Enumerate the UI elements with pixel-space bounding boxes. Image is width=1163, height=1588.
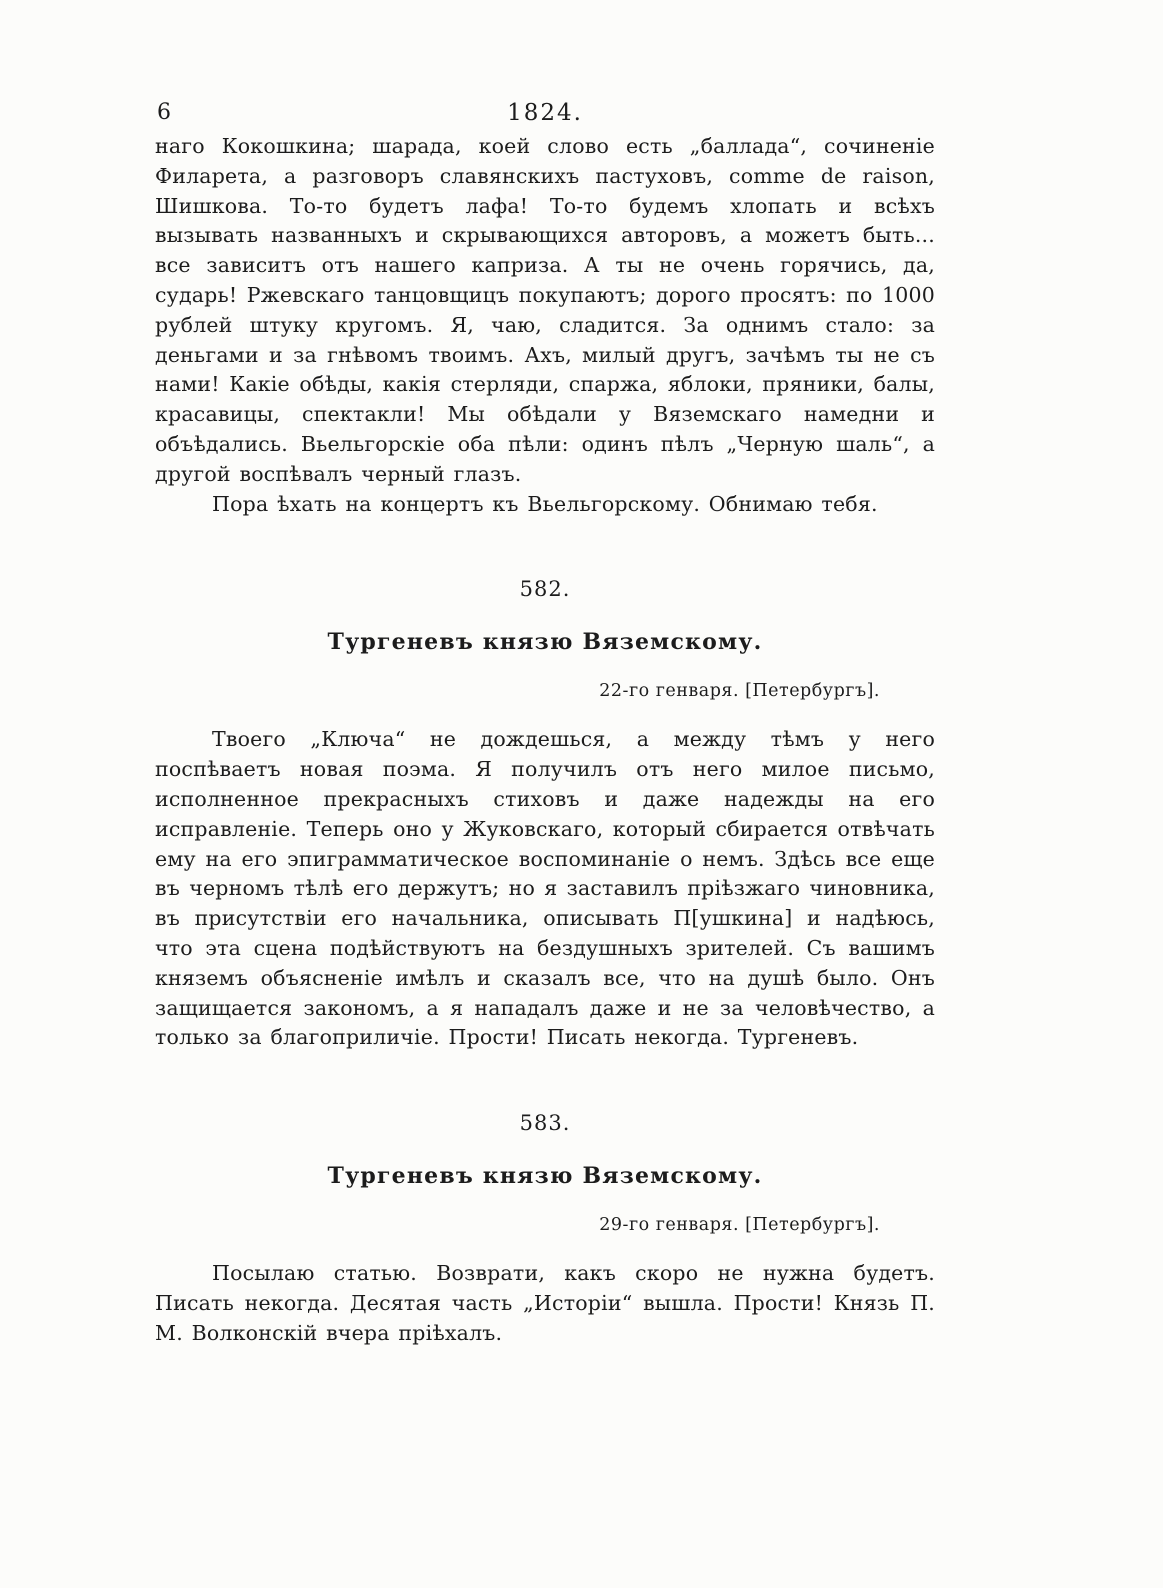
letter-583 <box>155 1111 935 1348</box>
letter-body: Посылаю статью. Возврати, какъ скоро не нужна будетъ. Писать некогда. Десятая часть „Исторіи“ вышла. Прости! Князь П. М. Волконскій вчера пріѣхалъ. <box>155 1261 935 1345</box>
letter-title: Тургеневъ князю Вяземскому. <box>327 1163 763 1190</box>
letter-number: 583. <box>519 1111 571 1136</box>
continuation-paragraph: наго Кокошкина; шарада, коей слово есть „баллада“, сочиненіе Филарета, а разговоръ славянскихъ пастуховъ, comme de raison, Шишкова. То-то будетъ лафа! То-то будемъ хлопать и всѣхъ вызывать названныхъ и скрывающихся авторовъ, а можетъ быть... все зависитъ отъ нашего каприза. А ты не очень горячись, да, сударь! Ржевскаго танцовщицъ покупаютъ; дорого просятъ: по 1000 рублей штуку кругомъ. Я, чаю, сладится. За однимъ стало: за деньгами и за гнѣвомъ твоимъ. Ахъ, милый другъ, зачѣмъ ты не съ нами! Какіе обѣды, какія стерляди, спаржа, яблоки, пряники, балы, красавицы, спектакли! Мы обѣдали у Вяземскаго намедни и объѣдались. Вьельгорскіе оба пѣли: одинъ пѣлъ „Черную шаль“, а другой воспѣвалъ черный глазъ. <box>155 134 935 486</box>
year-header: 1824. <box>507 100 583 126</box>
letter-dateline: 22-го генваря. [Петербургъ]. <box>599 681 880 702</box>
letter-number: 582. <box>519 577 571 602</box>
letter-dateline: 29-го генваря. [Петербургъ]. <box>599 1215 880 1236</box>
letter-582 <box>155 577 935 1053</box>
page-number: 6 <box>157 100 172 125</box>
letter-title: Тургеневъ князю Вяземскому. <box>327 629 763 656</box>
closing-line: Пора ѣхать на концертъ къ Вьельгорскому. Обнимаю тебя. <box>212 491 878 516</box>
text-column <box>155 100 935 1349</box>
letter-body: Твоего „Ключа“ не дождешься, а между тѣмъ у него поспѣваетъ новая поэма. Я получилъ отъ него милое письмо, исполненное прекрасныхъ стиховъ и даже надежды на его исправленіе. Теперь оно у Жуковскаго, который сбирается отвѣчать ему на его эпиграмматическое воспоминаніе о немъ. Здѣсь все еще въ черномъ тѣлѣ его держутъ; но я заставилъ пріѣзжаго чиновника, въ присутствіи его начальника, описывать П[ушкина] и надѣюсь, что эта сцена подѣйствуютъ на бездушныхъ зрителей. Съ вашимъ княземъ объясненіе имѣлъ и сказалъ все, что на душѣ было. Онъ защищается закономъ, а я нападалъ даже и не за человѣчество, а только за благоприличіе. Прости! Писать некогда. Тургеневъ. <box>155 727 935 1050</box>
page-header <box>155 100 935 132</box>
